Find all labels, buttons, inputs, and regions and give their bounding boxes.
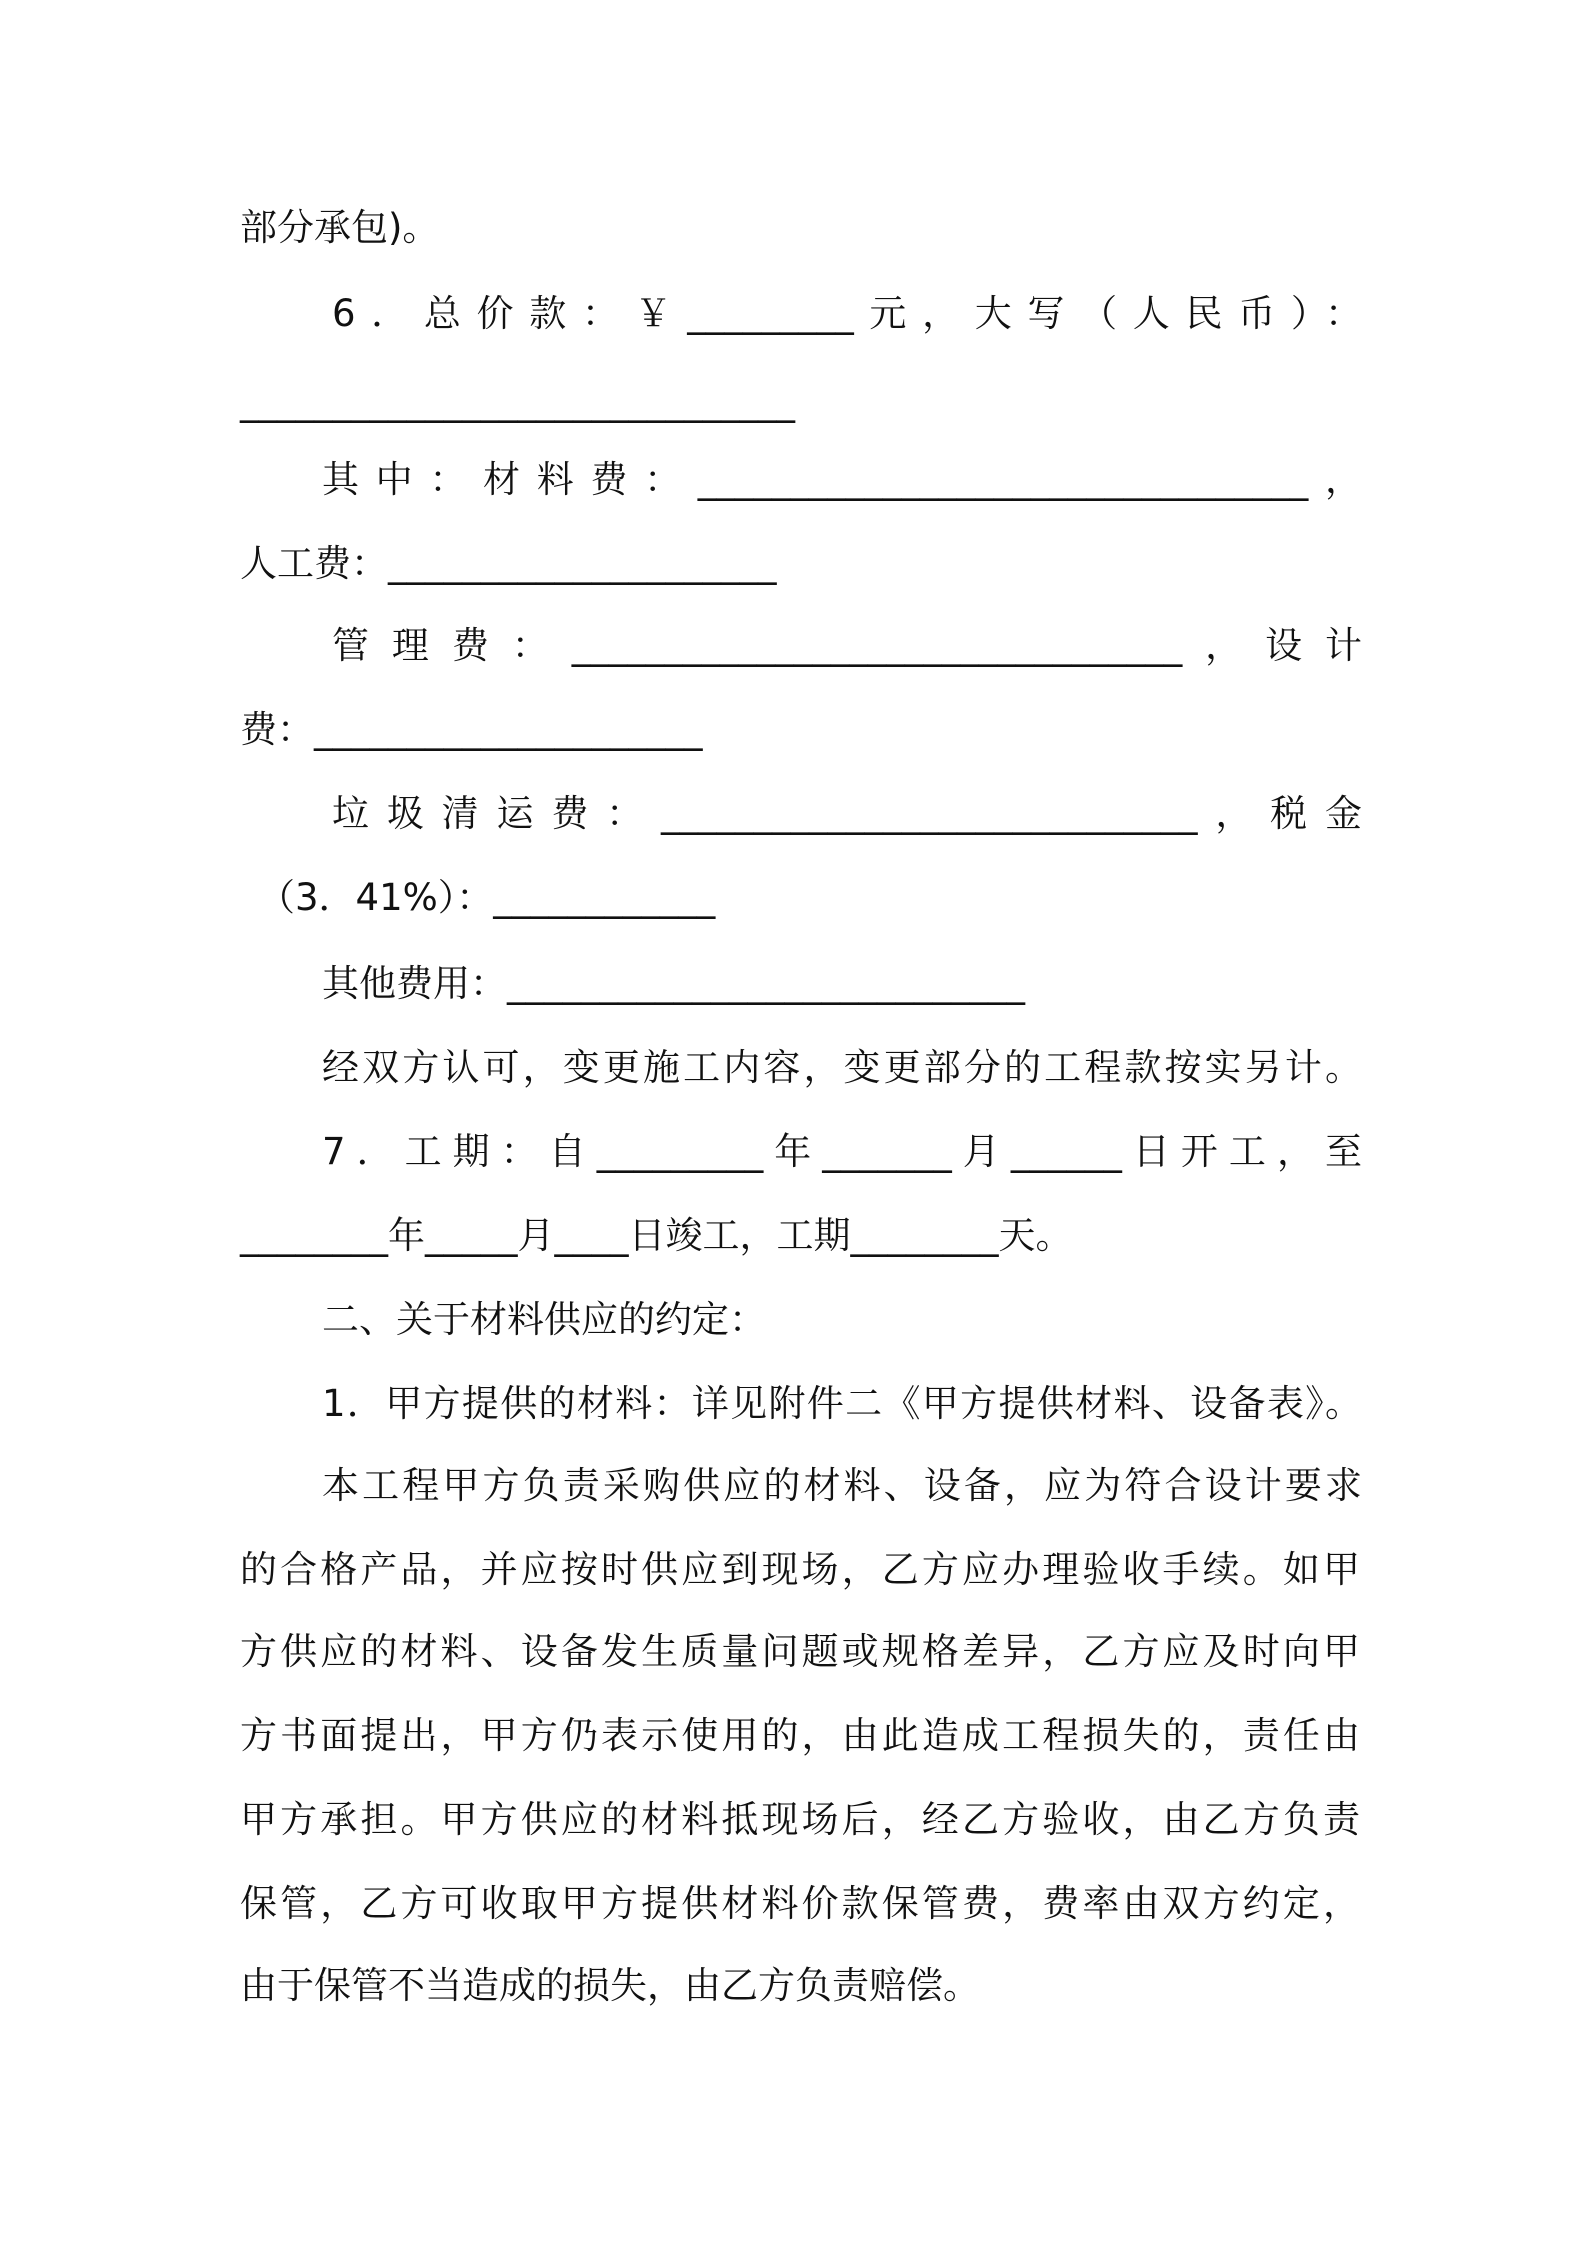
text-line-17: 的合格产品，并应按时供应到现场，乙方应办理验收手续。如甲 (240, 1548, 1360, 1591)
text-line-2: 6．总价款：￥_________元，大写（人民币）： (332, 292, 1362, 335)
text-line-3: ______________________________ (240, 380, 795, 423)
text-line-14: 二、关于材料供应的约定： (322, 1298, 766, 1341)
text-line-20: 甲方承担。甲方供应的材料抵现场后，经乙方验收，由乙方负责 (240, 1798, 1360, 1841)
text-line-19: 方书面提出，甲方仍表示使用的，由此造成工程损失的，责任由 (240, 1714, 1360, 1757)
text-line-21: 保管，乙方可收取甲方提供材料价款保管费，费率由双方约定， (240, 1882, 1360, 1925)
text-line-1: 部分承包)。 (240, 206, 440, 249)
text-line-15: 1．甲方提供的材料：详见附件二《甲方提供材料、设备表》。 (322, 1382, 1362, 1425)
text-line-6: 管理费：_________________________________，设计 (332, 624, 1362, 667)
text-line-4: 其中：材料费：_________________________________， (322, 458, 1362, 501)
text-line-22: 由于保管不当造成的损失，由乙方负责赔偿。 (240, 1964, 980, 2007)
text-line-13: ________年_____月____日竣工，工期________天。 (240, 1214, 1073, 1257)
text-line-16: 本工程甲方负责采购供应的材料、设备，应为符合设计要求 (322, 1464, 1362, 1507)
text-line-10: 其他费用：____________________________ (322, 962, 1025, 1005)
text-line-7: 费：_____________________ (240, 708, 703, 751)
text-line-18: 方供应的材料、设备发生质量问题或规格差异，乙方应及时向甲 (240, 1630, 1360, 1673)
text-line-8: 垃圾清运费：_____________________________，税金 (332, 792, 1362, 835)
text-line-12: 7．工期：自_________年_______月______日开工，至 (322, 1130, 1362, 1173)
text-line-11: 经双方认可，变更施工内容，变更部分的工程款按实另计。 (322, 1046, 1362, 1089)
text-line-9: （3．41%）：____________ (258, 876, 716, 919)
text-line-5: 人工费：_____________________ (240, 542, 777, 585)
